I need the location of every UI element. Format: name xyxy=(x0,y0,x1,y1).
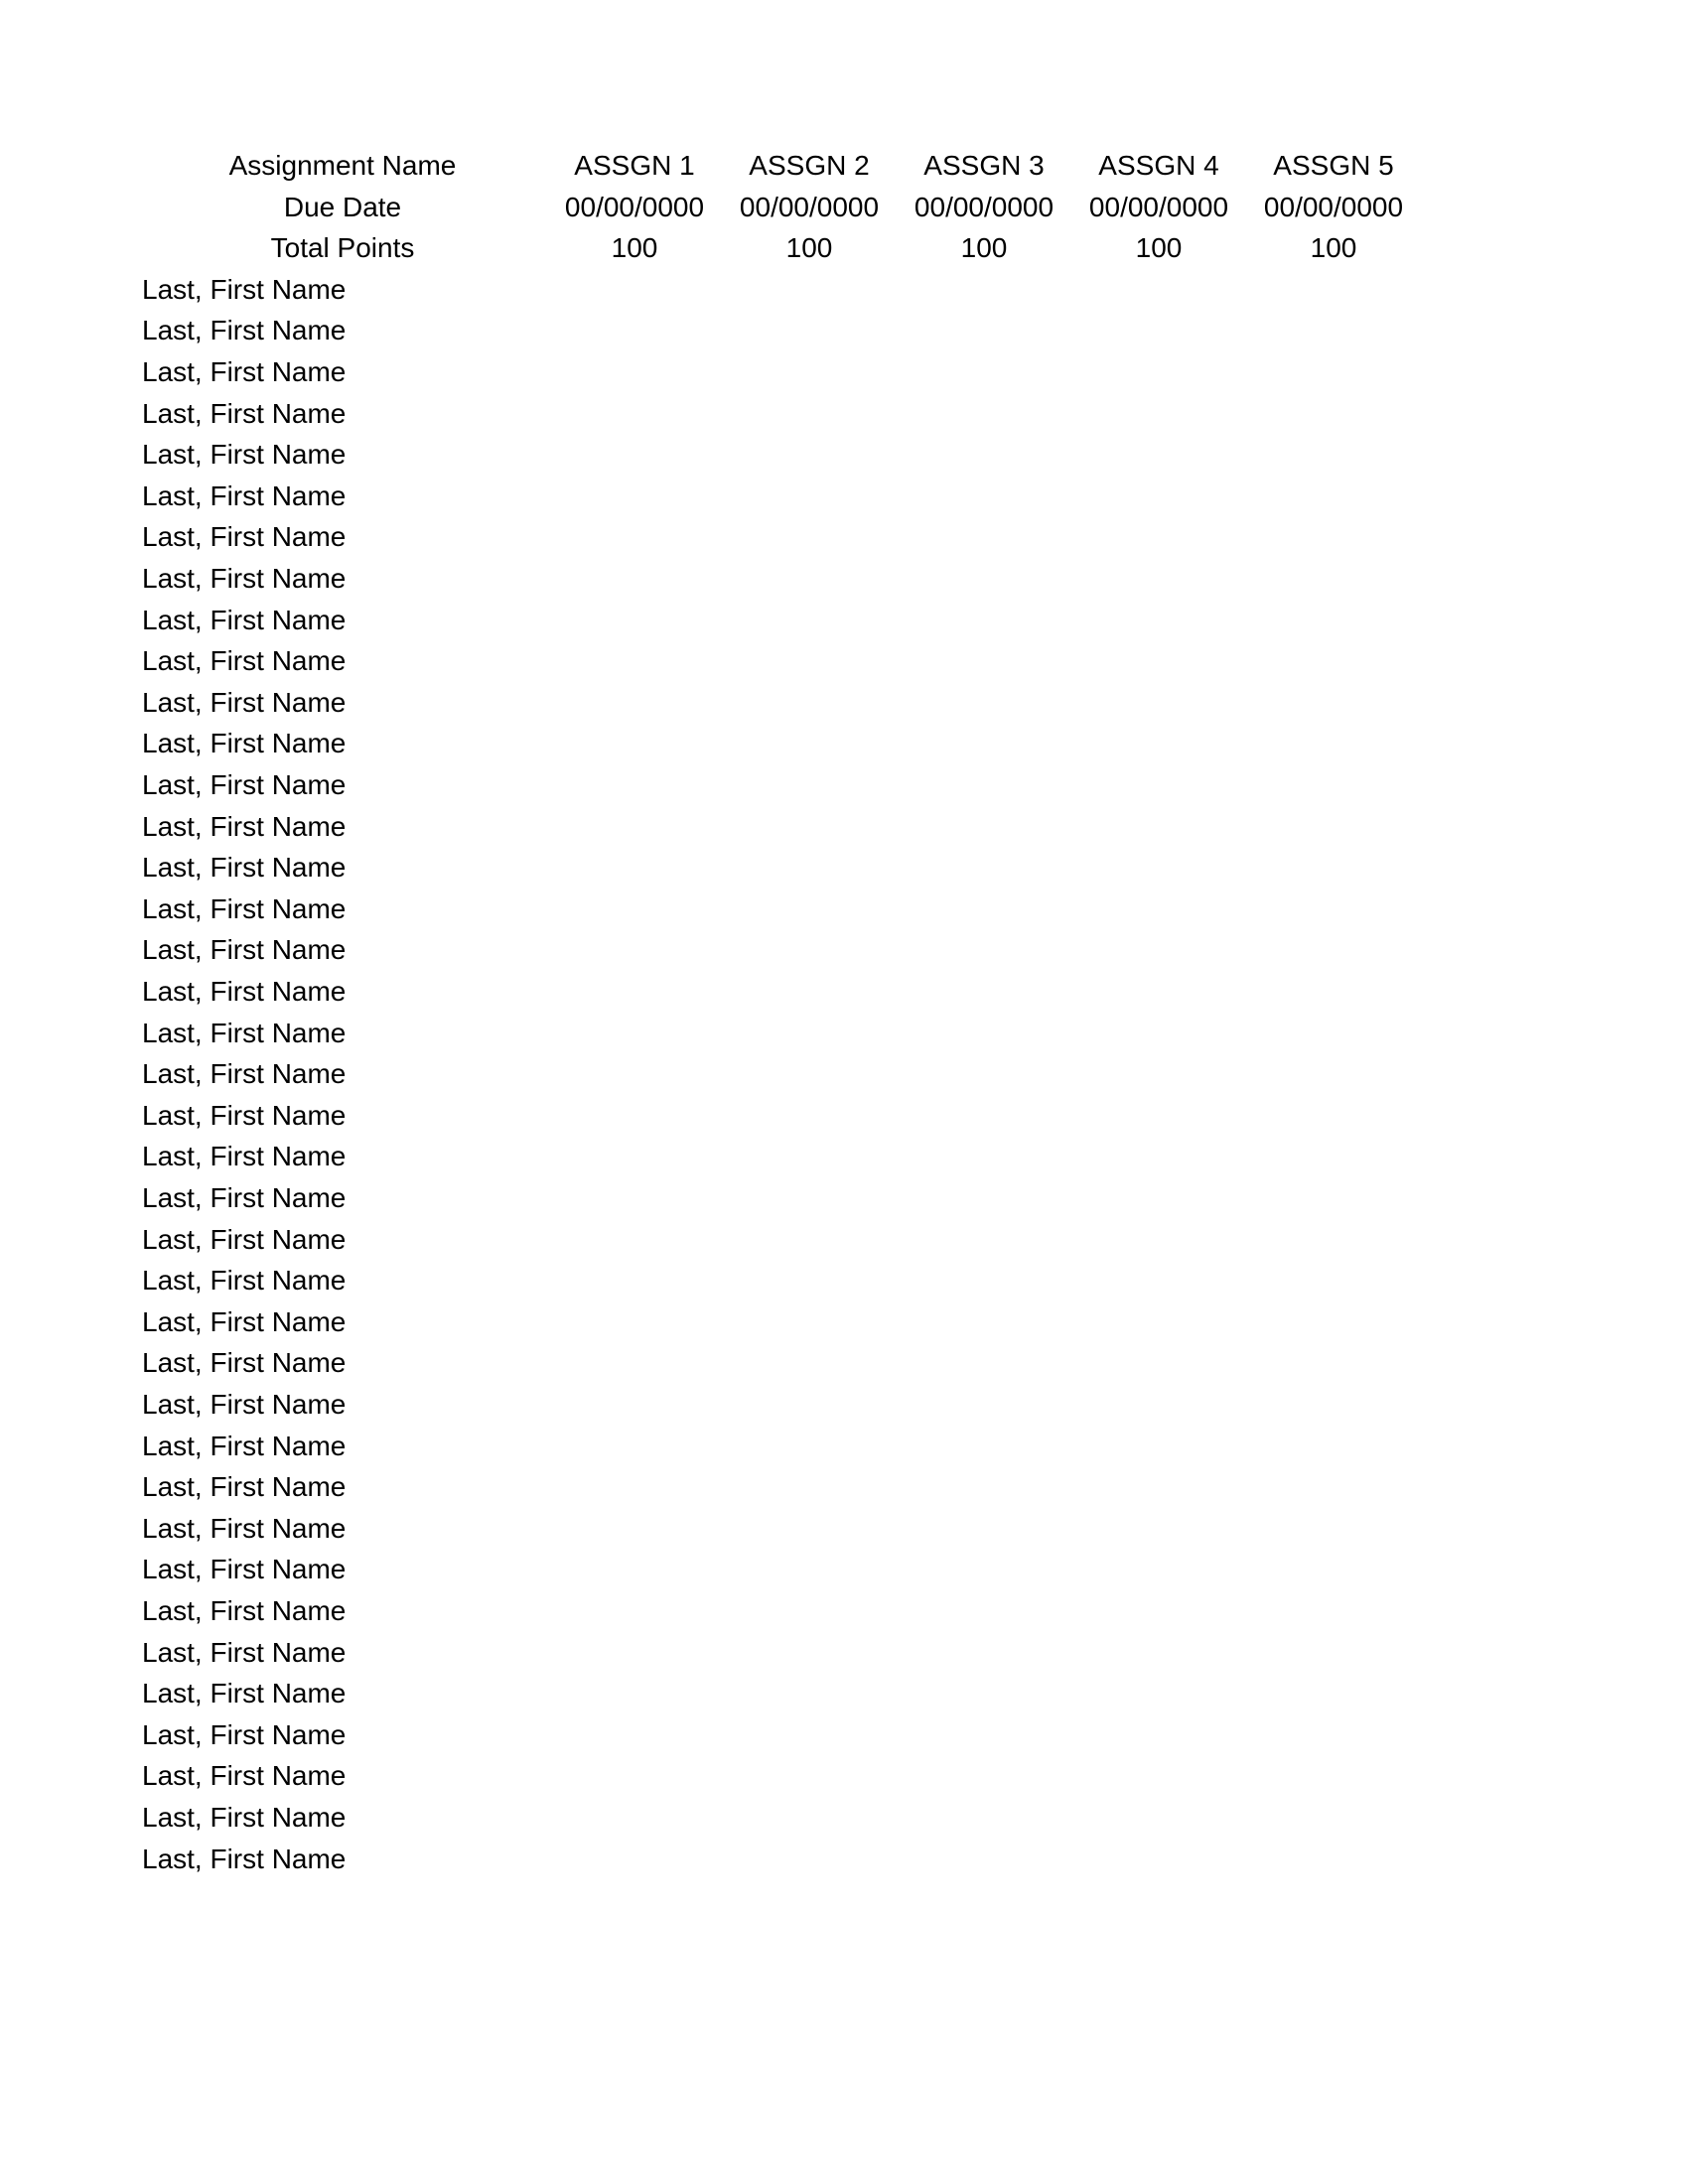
student-name: Last, First Name xyxy=(142,397,347,429)
total-points-cell: 100 xyxy=(960,232,1008,264)
student-row xyxy=(0,1301,1688,1343)
student-name: Last, First Name xyxy=(142,356,347,387)
student-name: Last, First Name xyxy=(142,1389,347,1420)
student-name: Last, First Name xyxy=(142,273,347,305)
student-row xyxy=(0,1013,1688,1054)
assignment-name-cell: ASSGN 4 xyxy=(1098,150,1219,181)
total-points-cell: 100 xyxy=(785,232,833,264)
student-name: Last, First Name xyxy=(142,1760,347,1792)
student-name: Last, First Name xyxy=(142,1223,347,1255)
student-row xyxy=(0,764,1688,806)
student-row xyxy=(0,1673,1688,1714)
student-name: Last, First Name xyxy=(142,852,347,884)
student-row xyxy=(0,640,1688,682)
student-row xyxy=(0,1797,1688,1839)
student-name: Last, First Name xyxy=(142,934,347,966)
student-row xyxy=(0,1426,1688,1467)
due-date-cell: 00/00/0000 xyxy=(564,191,705,222)
student-name: Last, First Name xyxy=(142,1678,347,1709)
total-points-cell: 100 xyxy=(611,232,658,264)
student-name: Last, First Name xyxy=(142,1099,347,1131)
student-name: Last, First Name xyxy=(142,1430,347,1461)
student-row xyxy=(0,1466,1688,1508)
student-name: Last, First Name xyxy=(142,439,347,471)
student-name: Last, First Name xyxy=(142,1843,347,1874)
student-row xyxy=(0,516,1688,558)
student-row xyxy=(0,310,1688,351)
student-row xyxy=(0,1590,1688,1632)
student-name: Last, First Name xyxy=(142,1471,347,1503)
student-name: Last, First Name xyxy=(142,315,347,346)
student-row xyxy=(0,393,1688,435)
student-row xyxy=(0,1755,1688,1797)
student-row xyxy=(0,682,1688,724)
student-row xyxy=(0,1549,1688,1590)
assignment-name-cell: ASSGN 3 xyxy=(923,150,1045,181)
student-name: Last, First Name xyxy=(142,1554,347,1585)
student-name: Last, First Name xyxy=(142,645,347,677)
student-row xyxy=(0,558,1688,600)
student-name: Last, First Name xyxy=(142,892,347,924)
student-name: Last, First Name xyxy=(142,728,347,759)
student-row xyxy=(0,1384,1688,1426)
student-row xyxy=(0,1260,1688,1301)
student-name: Last, First Name xyxy=(142,521,347,553)
due-date-row xyxy=(0,187,1688,228)
due-date-label: Due Date xyxy=(283,191,402,222)
student-row xyxy=(0,971,1688,1013)
student-name: Last, First Name xyxy=(142,1512,347,1544)
due-date-cell: 00/00/0000 xyxy=(1088,191,1229,222)
student-row xyxy=(0,1053,1688,1095)
student-row xyxy=(0,847,1688,888)
student-name: Last, First Name xyxy=(142,1636,347,1668)
student-name: Last, First Name xyxy=(142,1265,347,1297)
student-name: Last, First Name xyxy=(142,1058,347,1090)
student-row xyxy=(0,723,1688,764)
assignment-name-label: Assignment Name xyxy=(228,150,457,181)
student-row xyxy=(0,929,1688,971)
assignment-name-cell: ASSGN 5 xyxy=(1273,150,1394,181)
due-date-cell: 00/00/0000 xyxy=(1263,191,1404,222)
assignment-name-cell: ASSGN 1 xyxy=(574,150,695,181)
student-name: Last, First Name xyxy=(142,1347,347,1379)
total-points-label: Total Points xyxy=(270,232,415,264)
student-name: Last, First Name xyxy=(142,563,347,594)
student-name: Last, First Name xyxy=(142,604,347,635)
student-row xyxy=(0,600,1688,641)
student-row xyxy=(0,1714,1688,1756)
total-points-cell: 100 xyxy=(1135,232,1183,264)
student-row xyxy=(0,1219,1688,1261)
student-name: Last, First Name xyxy=(142,976,347,1007)
student-name: Last, First Name xyxy=(142,1718,347,1750)
student-row xyxy=(0,1632,1688,1674)
due-date-cell: 00/00/0000 xyxy=(914,191,1055,222)
assignment-name-row xyxy=(0,145,1688,187)
student-row xyxy=(0,1839,1688,1880)
student-name: Last, First Name xyxy=(142,686,347,718)
student-row xyxy=(0,1095,1688,1137)
student-row xyxy=(0,476,1688,517)
student-name: Last, First Name xyxy=(142,769,347,800)
student-row xyxy=(0,1136,1688,1177)
student-name: Last, First Name xyxy=(142,1802,347,1833)
student-row xyxy=(0,1508,1688,1550)
student-row xyxy=(0,888,1688,930)
total-points-row xyxy=(0,227,1688,269)
student-name: Last, First Name xyxy=(142,479,347,511)
total-points-cell: 100 xyxy=(1310,232,1357,264)
student-name: Last, First Name xyxy=(142,1305,347,1337)
student-name: Last, First Name xyxy=(142,1017,347,1048)
student-row xyxy=(0,434,1688,476)
student-row xyxy=(0,806,1688,848)
student-name: Last, First Name xyxy=(142,1182,347,1213)
student-name: Last, First Name xyxy=(142,1141,347,1172)
student-name: Last, First Name xyxy=(142,810,347,842)
student-row xyxy=(0,1177,1688,1219)
student-row xyxy=(0,351,1688,393)
student-row xyxy=(0,269,1688,311)
due-date-cell: 00/00/0000 xyxy=(739,191,880,222)
student-name: Last, First Name xyxy=(142,1595,347,1626)
student-row xyxy=(0,1342,1688,1384)
assignment-name-cell: ASSGN 2 xyxy=(749,150,870,181)
